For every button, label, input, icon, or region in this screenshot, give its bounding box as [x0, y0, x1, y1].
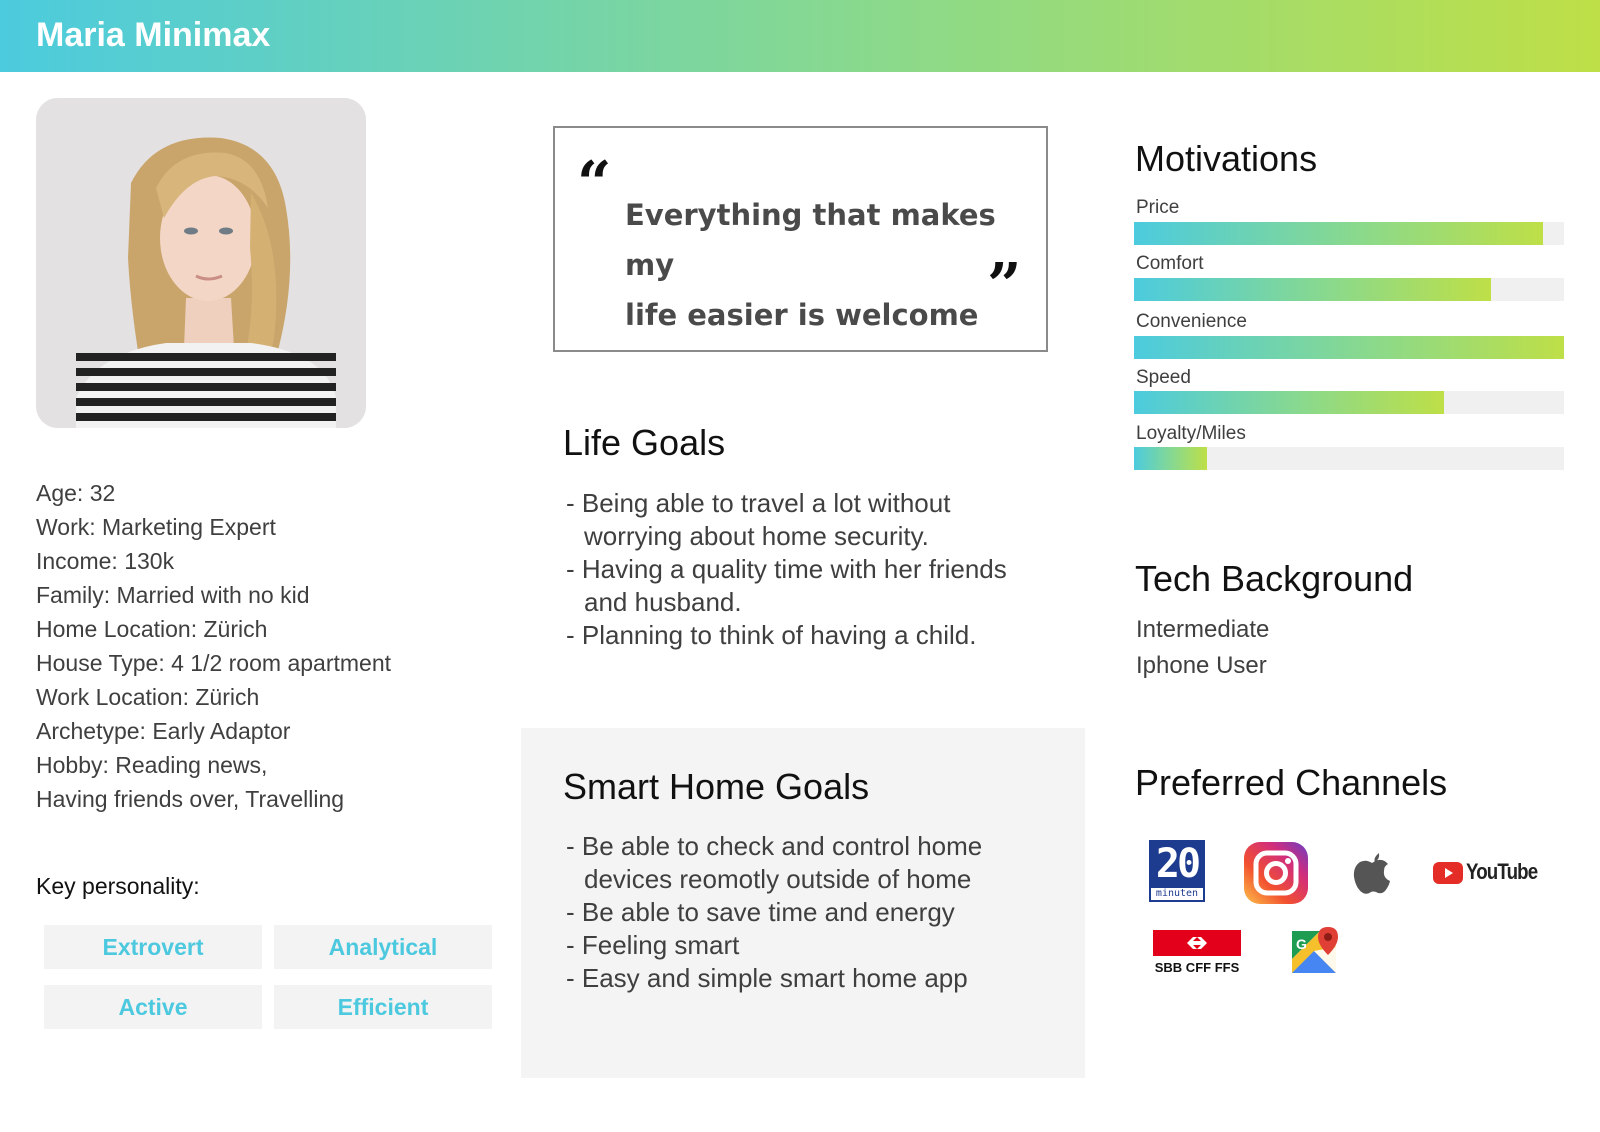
motivation-label: Price	[1136, 197, 1180, 218]
list-item: - Be able to save time and energy	[566, 897, 955, 927]
motivation-bar	[1134, 278, 1564, 301]
open-quote-icon: “	[577, 149, 612, 219]
sbb-logo	[1153, 930, 1241, 978]
list-item: - Easy and simple smart home app	[566, 963, 968, 993]
20-minuten-logo	[1149, 840, 1205, 902]
sbb-logo-text: SBB CFF FFS	[1154, 960, 1240, 975]
motivation-bar-fill	[1134, 336, 1564, 359]
motivation-label: Speed	[1136, 367, 1191, 388]
motivation-bar	[1134, 222, 1564, 245]
key-personality-label: Key personality:	[36, 873, 200, 899]
motivation-bar	[1134, 336, 1564, 359]
20-minuten-logo-text: 20	[1155, 841, 1199, 887]
life-goals-list	[566, 487, 1026, 652]
detail-income: Income: 130k	[36, 548, 175, 574]
detail-house-type: House Type: 4 1/2 room apartment	[36, 650, 391, 676]
motivation-label: Comfort	[1136, 253, 1204, 274]
quote-line: life easier is welcome	[625, 298, 979, 332]
list-item: - Planning to think of having a child.	[566, 620, 977, 650]
detail-age: Age: 32	[36, 480, 116, 506]
trait-badge: Analytical	[274, 925, 492, 969]
quote-text	[625, 190, 1025, 340]
detail-archetype: Archetype: Early Adaptor	[36, 718, 291, 744]
smart-home-goals-list	[566, 830, 1026, 995]
smart-home-goals-title: Smart Home Goals	[563, 766, 870, 807]
trait-badge: Efficient	[274, 985, 492, 1029]
persona-details	[36, 476, 506, 816]
preferred-channels-title: Preferred Channels	[1135, 762, 1448, 803]
tech-background-title: Tech Background	[1135, 558, 1414, 599]
motivation-bar-fill	[1134, 278, 1491, 301]
trait-badge: Active	[44, 985, 262, 1029]
detail-home-location: Home Location: Zürich	[36, 616, 268, 642]
instagram-logo	[1243, 841, 1309, 910]
list-item: - Be able to check and control home devices reomotly outside of home	[566, 831, 983, 894]
motivation-label: Convenience	[1136, 311, 1247, 332]
google-maps-logo	[1290, 925, 1342, 982]
motivation-bar-fill	[1134, 447, 1207, 470]
quote-line: Everything that makes my	[625, 198, 996, 282]
youtube-logo-text: YouTube	[1466, 859, 1538, 884]
detail-hobby: Hobby: Reading news,	[36, 752, 268, 778]
motivation-bar-fill	[1134, 391, 1444, 414]
persona-photo	[36, 98, 366, 428]
20-minuten-logo-subtext: minuten	[1151, 888, 1203, 900]
motivations-title: Motivations	[1135, 138, 1318, 179]
list-item: - Feeling smart	[566, 930, 740, 960]
motivation-bar	[1134, 391, 1564, 414]
detail-family: Family: Married with no kid	[36, 582, 310, 608]
close-quote-icon: ”	[987, 251, 1022, 321]
trait-badge: Extrovert	[44, 925, 262, 969]
motivation-bar-fill	[1134, 222, 1543, 245]
list-item: - Being able to travel a lot without worrying about home security.	[566, 488, 951, 551]
header-bar	[0, 0, 1600, 72]
youtube-logo	[1433, 859, 1538, 887]
detail-work: Work: Marketing Expert	[36, 514, 276, 540]
detail-work-location: Work Location: Zürich	[36, 684, 260, 710]
motivation-label: Loyalty/Miles	[1136, 423, 1246, 444]
life-goals-title: Life Goals	[563, 422, 726, 463]
persona-name: Maria Minimax	[36, 16, 271, 54]
tech-level: Intermediate	[1136, 616, 1270, 643]
motivation-bar	[1134, 447, 1564, 470]
apple-logo	[1352, 849, 1392, 900]
svg-text:G: G	[1296, 936, 1307, 952]
list-item: - Having a quality time with her friends and husband.	[566, 554, 1007, 617]
detail-hobby-continued: Having friends over, Travelling	[36, 786, 345, 812]
quote-box	[553, 126, 1048, 352]
tech-device: Iphone User	[1136, 652, 1267, 679]
